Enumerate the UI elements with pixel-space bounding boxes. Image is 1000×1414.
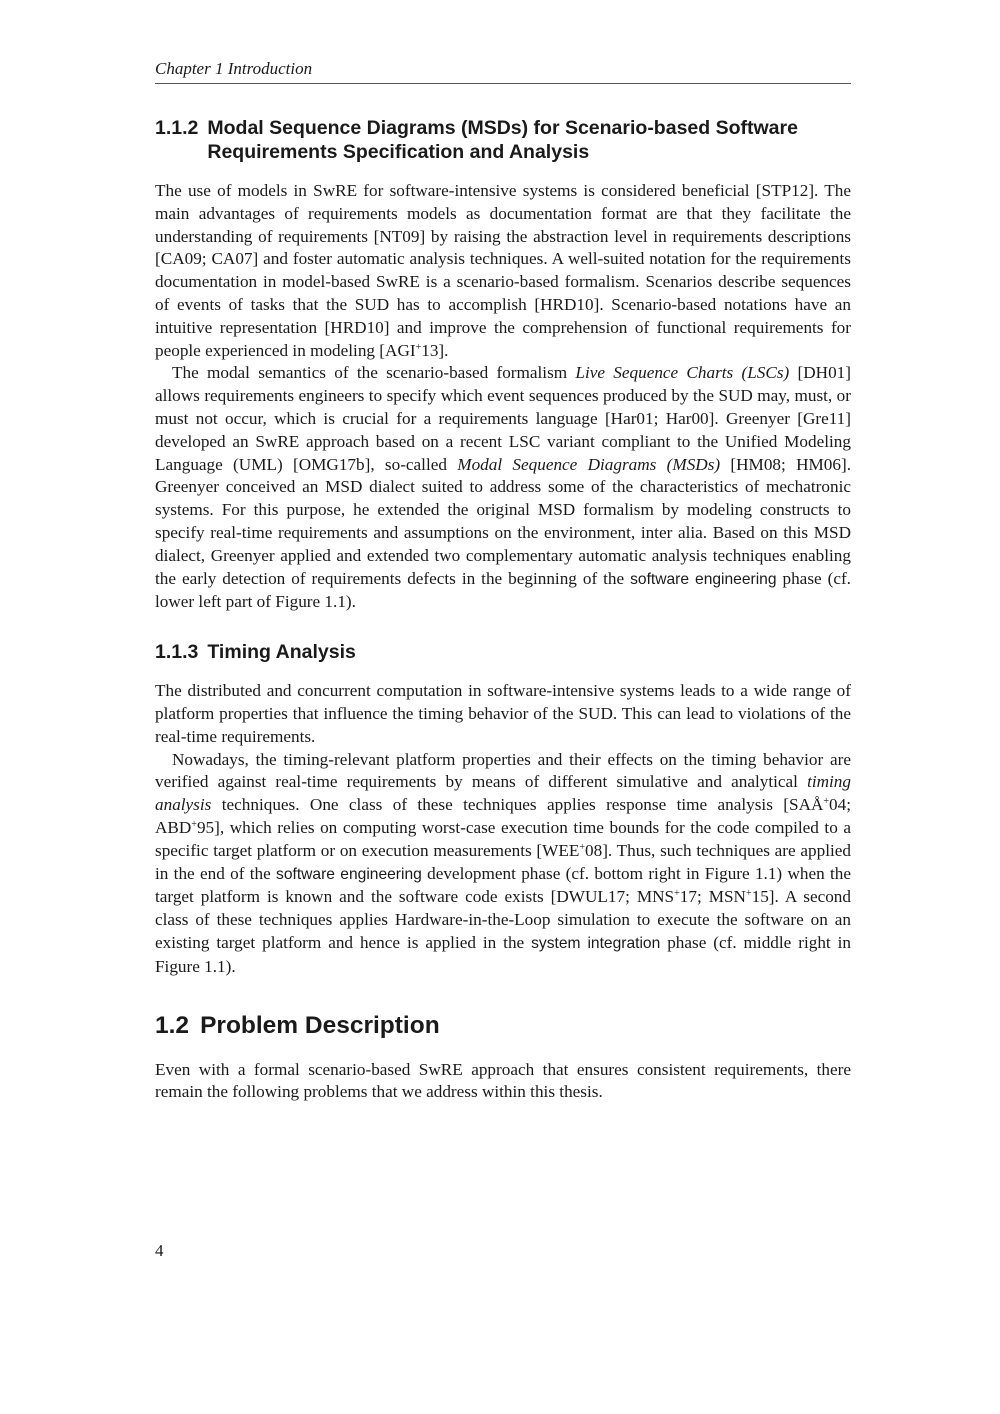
paragraph xyxy=(155,680,851,748)
paragraph-text: techniques. One class of these techniques applies response time analysis [SAÅ xyxy=(211,795,824,815)
paragraph xyxy=(155,1059,851,1105)
section-title: Problem Description xyxy=(200,1011,440,1039)
paragraph-text: [HM08; HM06]. Greenyer conceived an MSD dialect suited to address some of the characteristics of mechatronic systems. For this purpose, he extended the original MSD formalism by modeling constructs to specify real-time requirements and assumptions on the environment, inter alia. Based on this MSD dialect, Greenyer applied and extended two complementary automatic analysis techniques enabling the early detection of requirements defects in the beginning of the xyxy=(155,454,851,588)
emphasis-term: Modal Sequence Diagrams (MSDs) xyxy=(457,454,721,474)
superscript: + xyxy=(191,818,197,830)
superscript: + xyxy=(745,888,752,900)
superscript: + xyxy=(415,341,422,353)
subsection-title: Timing Analysis xyxy=(207,641,356,664)
phase-name: system integration xyxy=(531,934,661,952)
paragraph xyxy=(155,180,851,362)
paragraph-text: The modal semantics of the scenario-based formalism xyxy=(172,363,576,383)
page-content xyxy=(155,116,851,1104)
paragraph-text: development phase (cf. bottom right in Figure 1.1) when the target platform is known and the software code exists [DWUL17; MNS xyxy=(155,863,851,907)
paragraph-text: The distributed and concurrent computation in software-intensive systems leads to a wide range of platform properties that influence the timing behavior of the SUD. This can lead to violations of the real-time requirements. xyxy=(155,681,851,746)
phase-name: software engineering xyxy=(276,865,422,883)
paragraph-text: 08]. Thus, such techniques are applied in the end of the xyxy=(155,840,851,883)
paragraph-text: 15]. A second class of these techniques applies Hardware-in-the-Loop simulation to execute the software on an existing target platform and hence is applied in the xyxy=(155,887,851,952)
section-number: 1.2 xyxy=(155,1011,190,1039)
emphasis-term: timing analysis xyxy=(155,772,851,815)
subsection-title: Modal Sequence Diagrams (MSDs) for Scenario-based Software Requirements Specification and Analysis xyxy=(207,117,798,163)
superscript: + xyxy=(823,796,830,808)
superscript: + xyxy=(674,888,680,900)
paragraph-text: phase (cf. lower left part of Figure 1.1). xyxy=(155,568,851,612)
paragraph-text: 13]. xyxy=(421,340,449,360)
subsection-heading-1-1-3 xyxy=(155,640,851,664)
paragraph-text: The use of models in SwRE for software-intensive systems is considered beneficial [STP12]. The main advantages of requirements models as documentation format are that they facilitate the understanding of requirements [NT09] by raising the abstraction level in requirements descriptions [CA09; CA07] and foster automatic analysis techniques. A well-suited notation for the requirements documentation in model-based SwRE is a scenario-based formalism. Scenarios describe sequences of events of tasks that the SUD has to accomplish [HRD10]. Scenario-based notations have an intuitive representation [HRD10] and improve the comprehension of functional requirements for people experienced in modeling [AGI xyxy=(155,181,851,360)
paragraph-text: [DH01] allows requirements engineers to specify which event sequences produced by the SUD may, must, or must not occur, which is crucial for a requirements language [Har01; Har00]. Greenyer [Gre11] developed an SwRE approach based on a recent LSC variant compliant to the Unified Modeling Language (UML) [OMG17b], so-called xyxy=(155,363,851,474)
phase-name: software engineering xyxy=(630,570,777,588)
page-number: 4 xyxy=(155,1241,164,1260)
running-head: Chapter 1 Introduction xyxy=(155,58,851,84)
subsection-number: 1.1.3 xyxy=(155,641,199,664)
superscript: + xyxy=(579,841,586,853)
paragraph-text: phase (cf. middle right in Figure 1.1). xyxy=(155,932,851,976)
paragraph-text: 95], which relies on computing worst-case execution time bounds for the code compiled to a specific target platform or on execution measurements [WEE xyxy=(155,817,851,860)
emphasis-term: Live Sequence Charts (LSCs) xyxy=(575,363,790,383)
paragraph-text: Even with a formal scenario-based SwRE approach that ensures consistent requirements, there remain the following problems that we address within this thesis. xyxy=(155,1059,851,1102)
paragraph xyxy=(155,749,851,979)
paragraph-text: Nowadays, the timing-relevant platform properties and their effects on the timing behavior are verified against real-time requirements by means of different simulative and analytical xyxy=(155,749,851,792)
paragraph xyxy=(155,362,851,614)
paragraph-text: 17; MSN xyxy=(679,887,746,907)
paragraph-text: 04; ABD xyxy=(155,795,851,837)
subsection-number: 1.1.2 xyxy=(155,117,199,139)
subsection-heading-1-1-2 xyxy=(155,116,851,164)
section-heading-1-2 xyxy=(155,1011,851,1041)
